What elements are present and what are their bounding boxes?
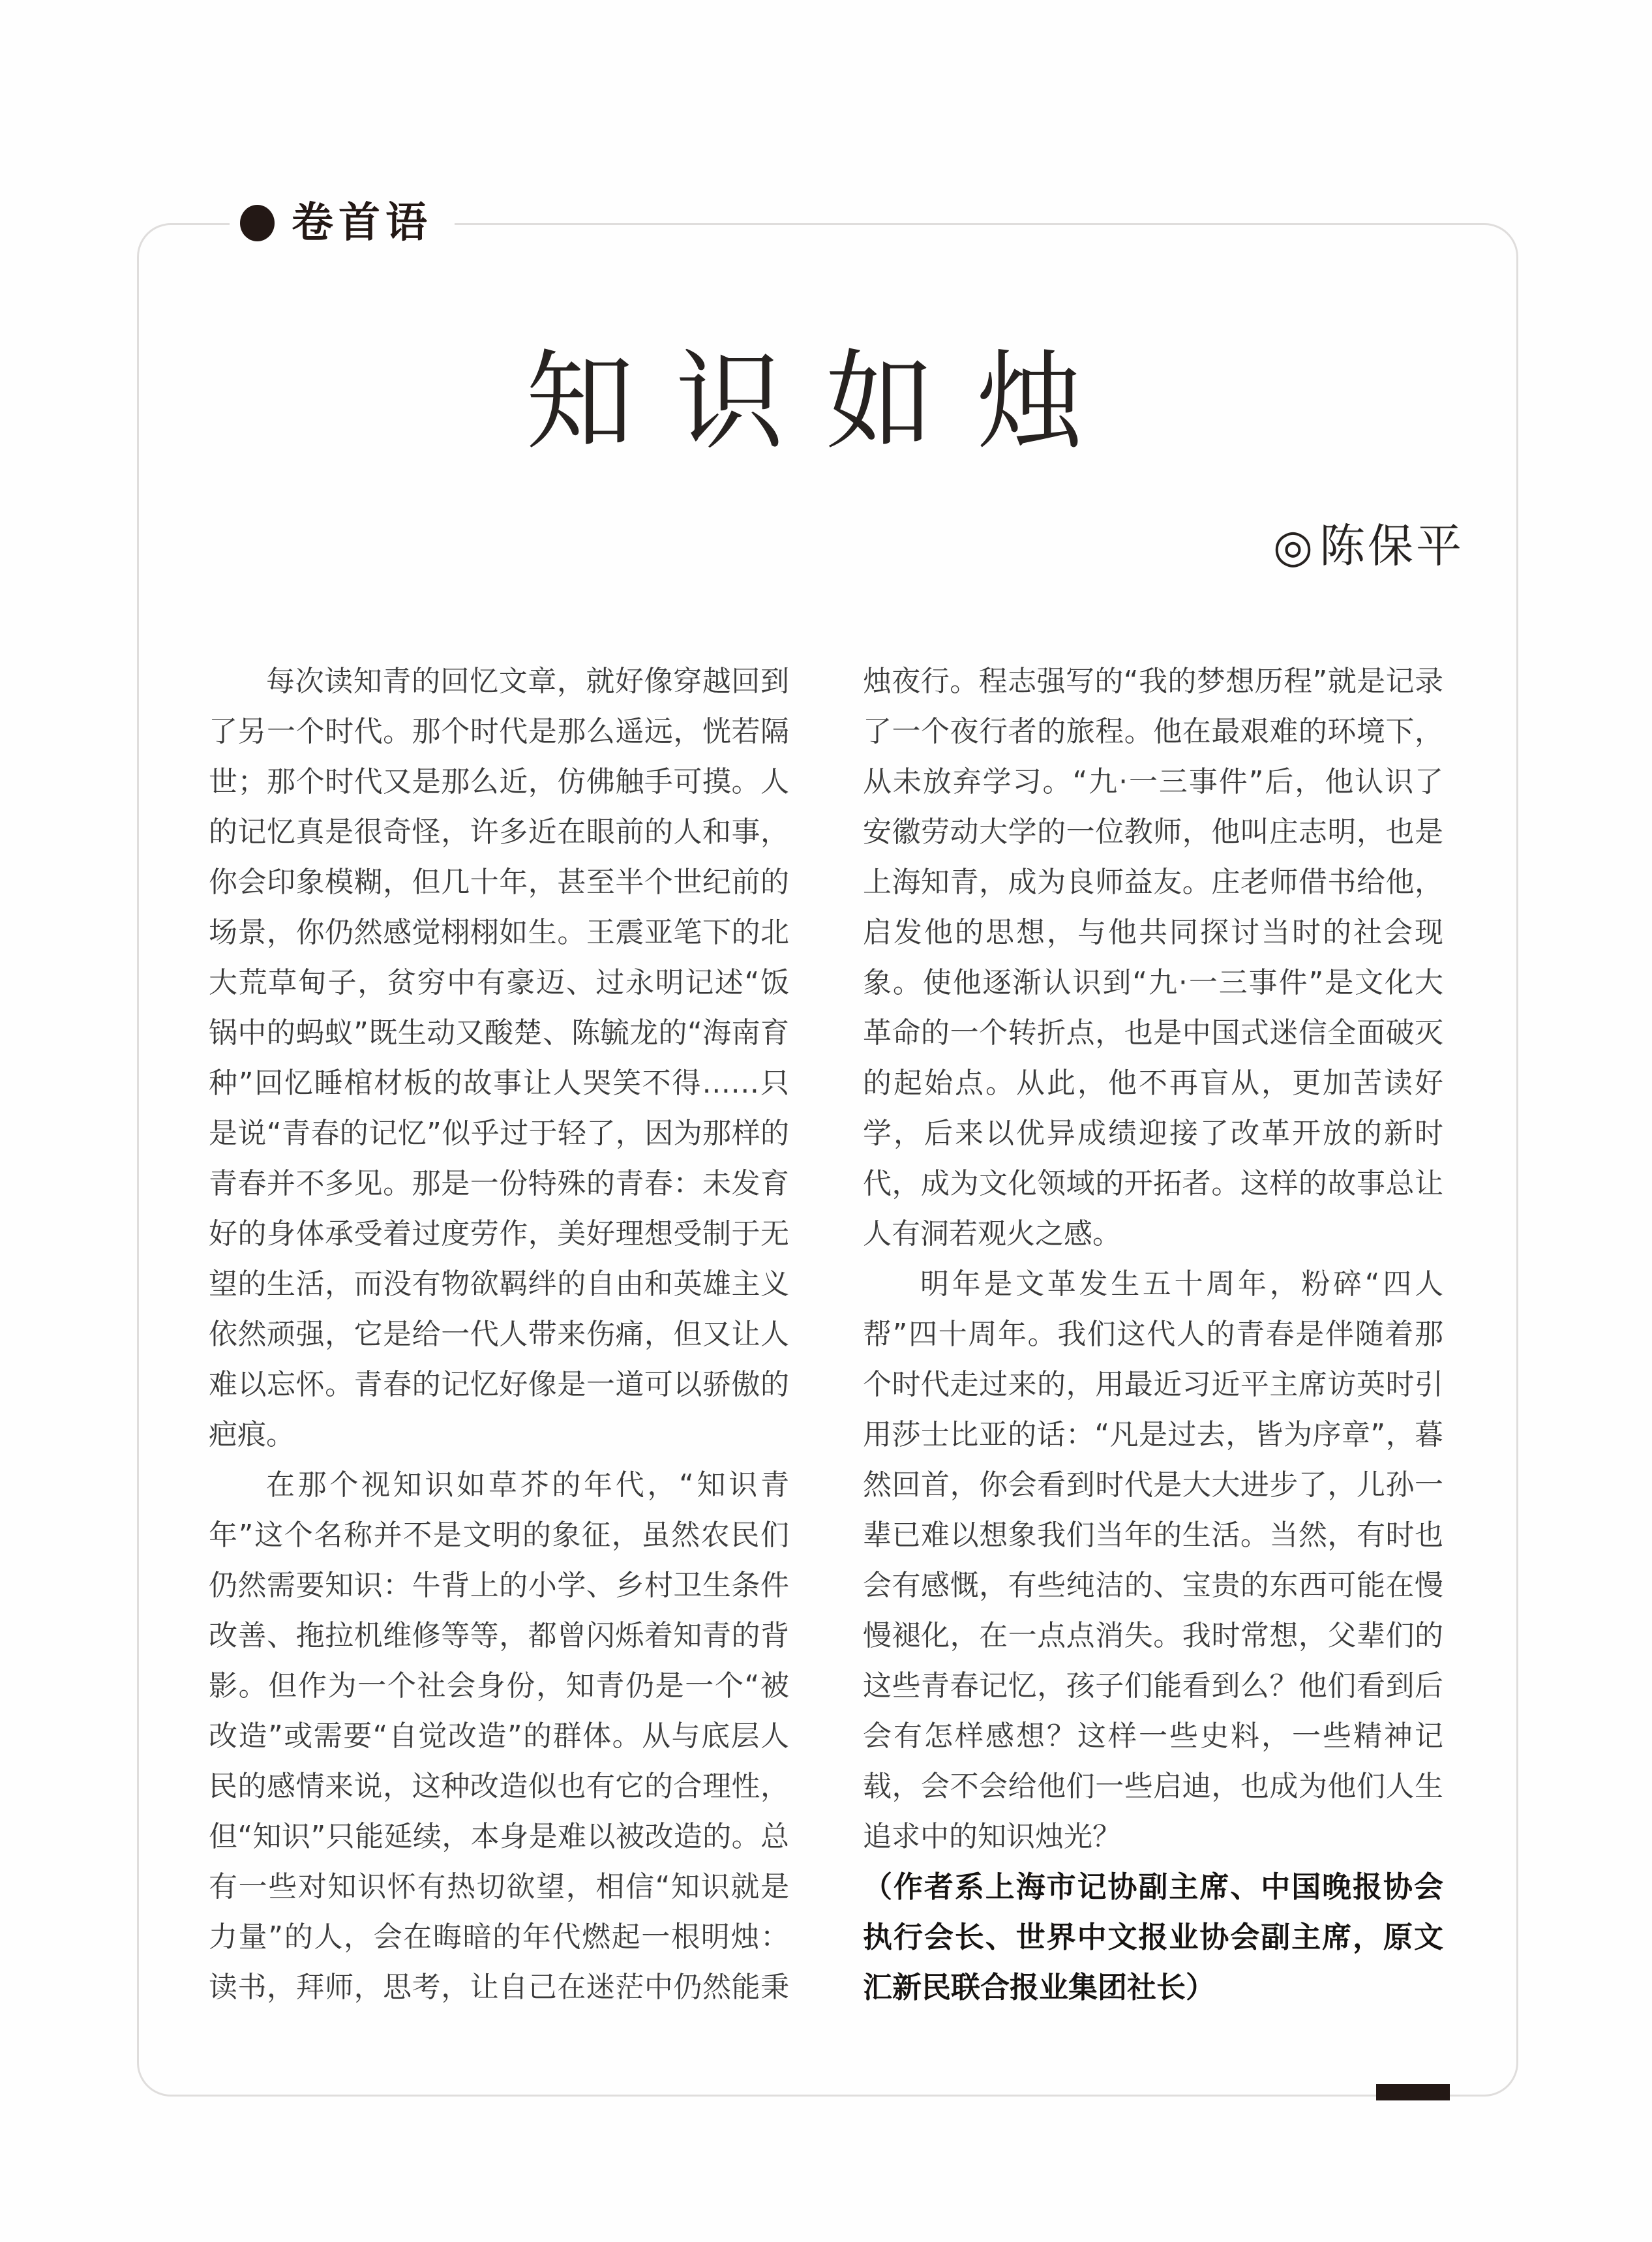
author-marker-icon: ◎ xyxy=(1272,519,1315,573)
section-header xyxy=(230,193,455,253)
article-body xyxy=(209,656,1443,2020)
circle-bullet-icon xyxy=(240,205,275,241)
author-line xyxy=(1273,517,1464,575)
section-label: 卷首语 xyxy=(292,199,432,247)
page-title: 知识如烛 xyxy=(526,339,1126,465)
paragraph: 每次读知青的回忆文章，就好像穿越回到了另一个时代。那个时代是那么遥远，恍若隔世；那个时代又是那么近，仿佛触手可摸。人的记忆真是很奇怪，许多近在眼前的人和事，你会印象模糊，但几十年，甚至半个世纪前的场景，你仍然感觉栩栩如生。王震亚笔下的北大荒草甸子，贫穷中有豪迈、过永明记述“饭锅中的蚂蚁”既生动又酸楚、陈毓龙的“海南育种”回忆睡棺材板的故事让人哭笑不得……只是说“青春的记忆”似乎过于轻了，因为那样的青春并不多见。那是一份特殊的青春：未发育好的身体承受着过度劳作，美好理想受制于无望的生活，而没有物欲羁绊的自由和英雄主义依然顽强，它是给一代人带来伤痛，但又让人难以忘怀。青春的记忆好像是一道可以骄傲的疤痕。 xyxy=(209,665,789,1451)
author-name: 陈保平 xyxy=(1319,519,1464,573)
print-registration-bar xyxy=(1376,2084,1450,2100)
paragraph: （作者系上海市记协副主席、中国晚报协会执行会长、世界中文报业协会副主席，原文汇新民联合报业集团社长） xyxy=(863,1870,1443,2005)
paragraph: 在那个视知识如草芥的年代，“知识青年”这个名称并不是文明的象征，虽然农民们仍然需要知识：牛背上的小学、乡村卫生条件改善、拖拉机维修等等，都曾闪烁着知青的背影。但作为一个社会身份，知青仍是一个“被改造”或需要“自觉改造”的群体。从与底层人民的感情来说，这种改造似也有它的合理性，但“知识”只能延续，本身是难以被改造的。总有一些对知识怀有热切欲望，相信“知识就是力量”的人，会在晦暗的年代燃起一根明烛：读书，拜师，思考，让自己在迷茫中仍然能秉烛夜行。程志强写的“我的梦想历程”就是记录了一个夜行者的旅程。他在最艰难的环境下，从未放弃学习。“九·一三事件”后，他认识了安徽劳动大学的一位教师，他叫庄志明，也是上海知青，成为良师益友。庄老师借书给他，启发他的思想，与他共同探讨当时的社会现象。使他逐渐认识到“九·一三事件”是文化大革命的一个转折点，也是中国式迷信全面破灭的起始点。从此，他不再盲从，更加苦读好学，后来以优异成绩迎接了改革开放的新时代，成为文化领域的开拓者。这样的故事总让人有洞若观火之感。 xyxy=(209,665,1443,2004)
paragraph: 明年是文革发生五十周年，粉碎“四人帮”四十周年。我们这代人的青春是伴随着那个时代走过来的，用最近习近平主席访英时引用莎士比亚的话：“凡是过去，皆为序章”，暮然回首，你会看到时代是大大进步了，儿孙一辈已难以想象我们当年的生活。当然，有时也会有感慨，有些纯洁的、宝贵的东西可能在慢慢褪化，在一点点消失。我时常想，父辈们的这些青春记忆，孩子们能看到么？他们看到后会有怎样感想？这样一些史料，一些精神记载，会不会给他们一些启迪，也成为他们人生追求中的知识烛光？ xyxy=(863,1267,1443,1853)
